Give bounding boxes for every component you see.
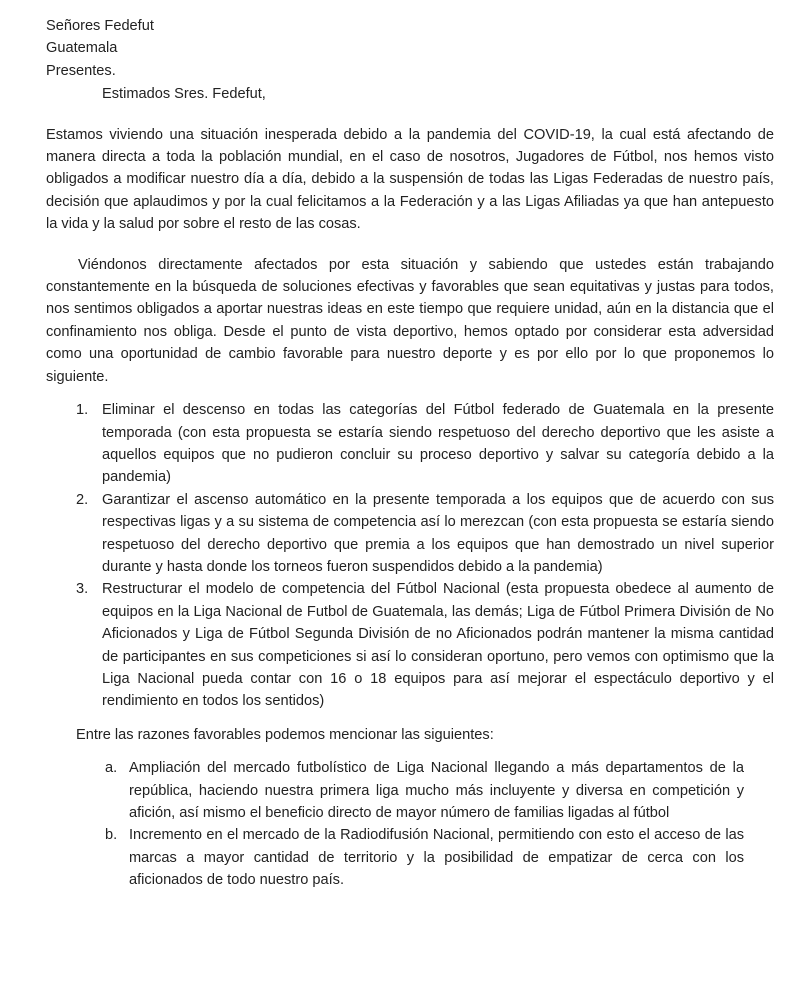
context-paragraph: Viéndonos directamente afectados por esta situación y sabiendo que ustedes están trabajando constantemente en la búsqueda de soluciones efectivas y favorables que sean equitativas y justas para todos, nos sentimos obligados a aportar nuestras ideas en este tiempo que requiere unidad, aún en la distancia que el confinamiento nos obliga. Desde el punto de vista deportivo, hemos optado por considerar esta adversidad como una oportunidad de cambio favorable para nuestro deporte y es por ello por lo que proponemos lo siguiente.: [46, 256, 774, 385]
salutation: Estimados Sres. Fedefut,: [102, 86, 266, 103]
reason-item: [46, 757, 774, 824]
recipient-line: Señores Fedefut: [46, 18, 154, 34]
list-marker: 1.: [76, 402, 89, 419]
reasons-list: [46, 757, 774, 891]
proposal-item: [46, 489, 774, 579]
reasons-intro: Entre las razones favorables podemos mencionar las siguientes:: [76, 726, 494, 743]
list-marker: a.: [105, 760, 118, 777]
letter-document: [46, 15, 774, 892]
proposal-item: [46, 399, 774, 489]
reason-text: Ampliación del mercado futbolístico de Liga Nacional llegando a más departamentos de la república, haciendo nuestra primera liga mucho más incluyente y diversa en competición y afición, así mismo el beneficio directo de mayor número de familias ligadas al fútbol: [129, 760, 744, 821]
proposal-text: Garantizar el ascenso automático en la presente temporada a los equipos que de acuerdo con sus respectivas ligas y a su sistema de competencia así lo merezcan (con esta propuesta se estaría siendo respetuoso del derecho deportivo que premia a los equipos que han demostrado un nivel superior durante y hasta donde los torneos fueron suspendidos debido a la pandemia): [102, 491, 774, 575]
proposal-item: [46, 578, 774, 712]
intro-paragraph: Estamos viviendo una situación inesperada debido a la pandemia del COVID-19, la cual está afectando de manera directa a toda la población mundial, en el caso de nosotros, Jugadores de Fútbol, nos hemos visto obligados a modificar nuestro día a día, debido a la suspensión de todas las Ligas Federadas de nuestro país, decisión que aplaudimos y por la cual felicitamos a la Federación y a las Ligas Afiliadas ya que han antepuesto la vida y la salud por sobre el resto de las cosas.: [46, 126, 774, 233]
proposal-text: Eliminar el descenso en todas las categorías del Fútbol federado de Guatemala en la presente temporada (con esta propuesta se estaría siendo respetuoso del derecho deportivo que les asiste a aquellos equipos que no pudieron concluir su proceso deportivo y salvar su categoría debido a la pandemia): [102, 402, 774, 486]
list-marker: 3.: [76, 581, 89, 598]
recipient-presentes: Presentes.: [46, 62, 116, 79]
reason-text: Incremento en el mercado de la Radiodifusión Nacional, permitiendo con esto el acceso de las marcas a mayor cantidad de territorio y la posibilidad de empatizar de cerca con los aficionados de todo nuestro país.: [129, 827, 744, 889]
proposals-list: [46, 399, 774, 713]
list-marker: 2.: [76, 491, 89, 508]
proposal-text: Restructurar el modelo de competencia del Fútbol Nacional (esta propuesta obedece al aumento de equipos en la Liga Nacional de Futbol de Guatemala, las demás; Liga de Fútbol Primera División de No Aficionados y Liga de Fútbol Segunda División de no Aficionados podrán mantener la misma cantidad de participantes en sus competiciones si así lo consideran oportuno, pero vemos con optimismo que la Liga Nacional pueda contar con 16 o 18 equipos para así mejorar el espectáculo deportivo y el rendimiento en todos los sentidos): [102, 581, 774, 710]
recipient-location: Guatemala: [46, 40, 118, 57]
reason-item: [46, 824, 774, 891]
list-marker: b.: [105, 827, 118, 844]
